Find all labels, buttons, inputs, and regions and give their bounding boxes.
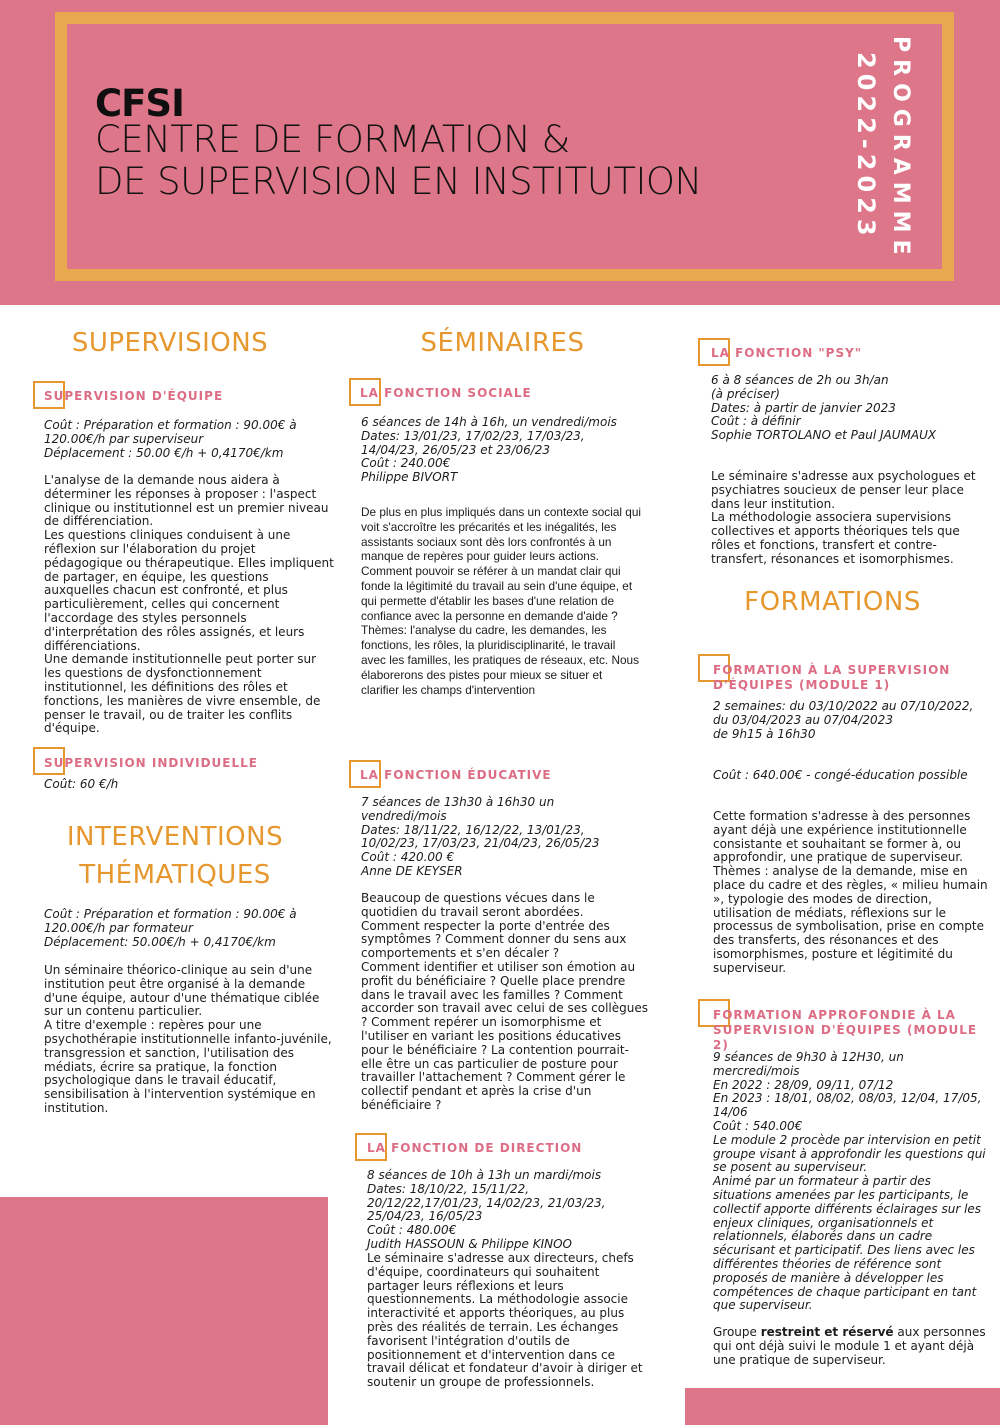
interventions-title-line-2: THÉMATIQUES — [79, 860, 271, 890]
bottom-left-block — [0, 1197, 328, 1425]
bottom-right-block — [685, 1388, 1000, 1425]
formation-module2-heading-line-1: FORMATION APPROFONDIE À LA — [713, 1008, 956, 1022]
formation-module1-heading-line-2: D'ÉQUIPES (MODULE 1) — [713, 678, 891, 692]
formation-module1-body: Cette formation s'adresse à des personnes ayant déjà une expérience institutionnelle consistante et souhaitant se former à, ou approfondir, une pratique de superviseur. Thèmes : analyse de la demande, mise en place du cadre et des règles, « milieu humain », typologie des modes de direction, utilisation de médiats, réflexions sur le processus de symbolisation, prise en compte des transferts, des résonances et des isomorphismes, posture et légitimité du superviseur. — [713, 809, 988, 975]
brand-name: CFSI — [95, 82, 184, 125]
supervision-equipe-body: L'analyse de la demande nous aidera à déterminer les réponses à proposer : l'aspect clinique ou institutionnel est un premier niveau de différenciation. Les questions cliniques conduisent à une réflexion sur l'élaboration du projet pédagogique ou thérapeutique. Elles impliquent de partager, en équipe, les questions auxquelles chacun est confronté, et plus particulièrement, celles qui concernent l'accordage des styles personnels d'interprétation des rôles assignés, et leurs différenciations. Une demande institutionnelle peut porter sur les questions de dysfonctionnement institutionnel, les définitions des rôles et fonctions, les manières de vivre ensemble, de penser le travail, ou de traiter les conflits d'équipe. — [44, 473, 334, 736]
fonction-educative-body: Beaucoup de questions vécues dans le quotidien du travail seront abordées. Comment respecter la porte d'entrée des symptômes ? Comment donner du sens aux comportements et s'en décaler ? Comment identifier et utiliser son émotion au profit du bénéficiaire ? Quelle place prendre dans le travail avec les familles ? Comment accorder son travail avec celui de ses collègues ? Comment repérer un isomorphisme et l'utiliser en variant les positions éducatives pour le bénéficiaire ? La contention pourrait-elle être un cas particulier de posture pour travailler l'attachement ? Comment gérer le collectif pendant et après la crise d'un bénéficiaire ? — [361, 891, 648, 1112]
interventions-title-line-1: INTERVENTIONS — [66, 822, 284, 852]
fonction-psy-body: Le séminaire s'adresse aux psychologues et psychiatres soucieux de penser leur place dans leur institution. La méthodologie associera supervisions collectives et apports théoriques tels que rôles et fonctions, transfert et contre-transfert, résonances et isomorphismes. — [711, 469, 976, 566]
note-suffix: aux personnes qui ont déjà suivi le module 1 et ayant déjà une pratique de superviseur. — [713, 1325, 986, 1367]
formation-module1-dates: 2 semaines: du 03/10/2022 au 07/10/2022, du 03/04/2023 au 07/04/2023 de 9h15 à 16h30 — [713, 699, 974, 741]
title-line-1: CENTRE DE FORMATION & — [95, 118, 570, 161]
supervisions-title: SUPERVISIONS — [71, 328, 269, 358]
formation-module1-cost: Coût : 640.00€ - congé-éducation possible — [713, 768, 968, 782]
supervision-equipe-heading: SUPERVISION D'ÉQUIPE — [44, 389, 224, 403]
formation-module2-note — [713, 1326, 988, 1367]
formation-module1-heading-line-1: FORMATION À LA SUPERVISION — [713, 663, 951, 677]
fonction-direction-details: 8 séances de 10h à 13h un mardi/mois Dates: 18/10/22, 15/11/22, 20/12/22,17/01/23, 14/02/23, 21/03/23, 25/04/23, 16/05/23 Coût : 480.00€ Judith HASSOUN & Philippe KINOO — [367, 1168, 606, 1251]
formations-title: FORMATIONS — [744, 587, 921, 617]
interventions-details: Coût : Préparation et formation : 90.00€ à 120.00€/h par formateur Déplacement: 50.00€/h + 0,4170€/km — [44, 907, 297, 949]
fonction-sociale-heading: LA FONCTION SOCIALE — [360, 386, 532, 400]
formation-module2-details: 9 séances de 9h30 à 12H30, un mercredi/mois En 2022 : 28/09, 09/11, 07/12 En 2023 : 18/01, 08/02, 08/03, 12/04, 17/05, 14/06 Coût : 540.00€ Le module 2 procède par intervision en petit groupe visant à approfondir les questions qui se posent au superviseur. Animé par un formateur à partir des situations amenées par les participants, le collectif apporte différents éclairages sur les enjeux cliniques, organisationnels et relationnels, élaborés dans un cadre sécurisant et participatif. Des liens avec les différentes théories de référence sont proposés de manière à développer les compétences de chaque participant en tant que superviseur. — [713, 1050, 986, 1313]
fonction-direction-heading: LA FONCTION DE DIRECTION — [367, 1141, 583, 1155]
fonction-sociale-details: 6 séances de 14h à 16h, un vendredi/mois Dates: 13/01/23, 17/02/23, 17/03/23, 14/04/23, 26/05/23 et 23/06/23 Coût : 240.00€ Philippe BIVORT — [361, 415, 617, 485]
fonction-educative-details: 7 séances de 13h30 à 16h30 un vendredi/mois Dates: 18/11/22, 16/12/22, 13/01/23, 10/02/23, 17/03/23, 21/04/23, 26/05/23 Coût : 420.00 € Anne DE KEYSER — [361, 795, 600, 878]
note-bold: restreint et réservé — [760, 1325, 894, 1339]
fonction-psy-heading: LA FONCTION "PSY" — [711, 346, 863, 360]
title-line-2: DE SUPERVISION EN INSTITUTION — [95, 160, 702, 203]
supervision-equipe-details: Coût : Préparation et formation : 90.00€ à 120.00€/h par superviseur Déplacement : 50.00 €/h + 0,4170€/km — [44, 418, 297, 460]
formation-module2-heading-line-2: SUPERVISION D'ÉQUIPES (MODULE 2) — [713, 1023, 978, 1052]
fonction-direction-body: Le séminaire s'adresse aux directeurs, chefs d'équipe, coordinateurs qui souhaitent partager leurs réflexions et leurs questionnements. La méthodologie associe interactivité et apports théoriques, au plus près des réalités de terrain. Les échanges favorisent l'intégration d'outils de positionnement et d'intervention dans ce travail délicat et fondateur d'avoir à diriger et soutenir un groupe de professionnels. — [367, 1251, 643, 1390]
seminaires-title: SÉMINAIRES — [420, 328, 585, 358]
supervision-individuelle-details: Coût: 60 €/h — [44, 777, 119, 791]
programme-years: 2022-2023 — [852, 52, 880, 241]
programme-label: PROGRAMME — [888, 36, 913, 262]
interventions-body: Un séminaire théorico-clinique au sein d'une institution peut être organisé à la demande d'une équipe, autour d'une thématique ciblée sur un contenu particulier. A titre d'exemple : repères pour une psychothérapie institutionnelle infanto-juvénile, transgression et sanction, l'utilisation des médiats, écrire sa pratique, la fonction psychologique dans le travail éducatif, sensibilisation à l'intervention systémique en institution. — [44, 963, 332, 1115]
supervision-individuelle-heading: SUPERVISION INDIVIDUELLE — [44, 756, 258, 770]
fonction-educative-heading: LA FONCTION ÉDUCATIVE — [360, 768, 552, 782]
fonction-psy-details: 6 à 8 séances de 2h ou 3h/an (à préciser) Dates: à partir de janvier 2023 Coût : à définir Sophie TORTOLANO et Paul JAUMAUX — [711, 373, 937, 443]
note-prefix: Groupe — [713, 1325, 761, 1339]
fonction-sociale-body: De plus en plus impliqués dans un contexte social qui voit s'accroître les précarités et les inégalités, les assistants sociaux sont dès lors confrontés à un manque de repères pour guider leurs actions. Comment pouvoir se référer à un mandat clair qui fonde la légitimité du travail au sein d'une équipe, et qui permette d'établir les bases d'une relation de confiance avec la personne en demande d'aide ? Thèmes: l'analyse du cadre, les demandes, les fonctions, les rôles, la pluridisciplinarité, le travail avec les familles, les pratiques de réseaux, etc. Nous élaborerons des pistes pour mieux se situer et clarifier les champs d'intervention — [361, 505, 642, 697]
